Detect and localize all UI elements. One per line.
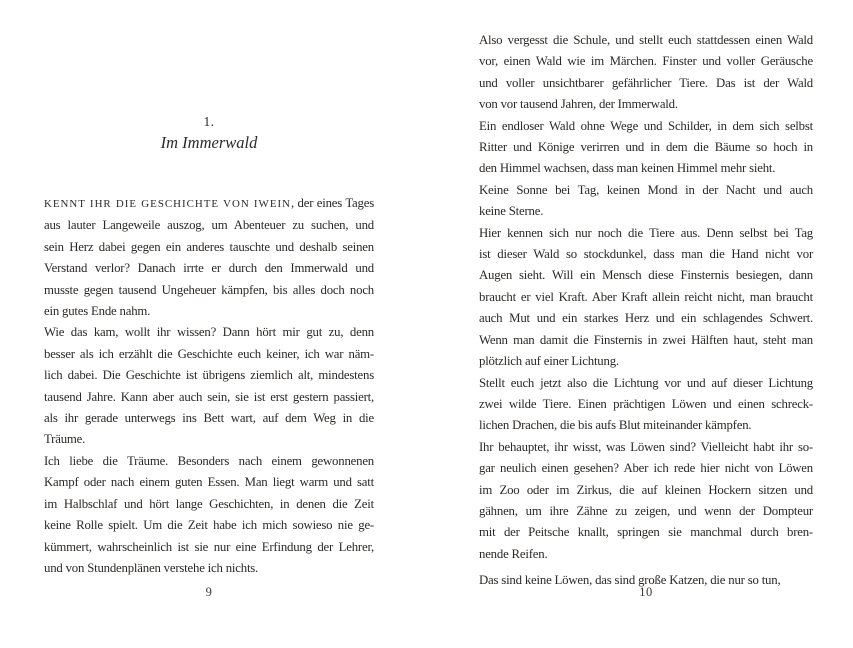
paragraph	[479, 373, 813, 437]
text-line: Ein endloser Wald ohne Wege und Schilder, in dem sich selbst	[479, 118, 813, 133]
text-line: Ritter und Könige verirren und in dem die Bäume so hoch in	[479, 140, 813, 155]
text-line: den Himmel wachsen, dass man keinen Himmel mehr sieht.	[479, 161, 776, 176]
right-page-text	[479, 30, 813, 592]
text-line: nende Reifen.	[479, 546, 548, 561]
text-line: von vor tausend Jahren, der Immerwald.	[479, 97, 678, 112]
paragraph	[479, 180, 813, 223]
text-line: zwei wilde Tiere. Einen prächtigen Löwen und einen schreck-	[479, 396, 813, 411]
text-line: Also vergesst die Schule, und stellt euch stattdessen einen Wald	[479, 33, 813, 47]
text-line: Kampf oder nach einem guten Essen. Man liegt warm und satt	[44, 475, 374, 490]
text-line: ist dieser Wald so stockdunkel, dass man die Hand nicht vor	[479, 247, 813, 262]
right-page-number: 10	[639, 585, 653, 599]
text-line: sein Herz dabei gegen ein anderes tauschte und deshalb seinen	[44, 239, 374, 254]
paragraph	[44, 451, 374, 579]
paragraph	[479, 116, 813, 180]
text-line: tausend Jahre. Kann aber auch sein, sie ist erst gestern passiert,	[44, 389, 374, 404]
text-line: musste gegen tausend Ungeheuer kämpfen, bis alles doch noch	[44, 282, 374, 297]
text-line: im Zoo oder im Zirkus, die auf kleinen Hockern sitzen und	[479, 482, 813, 497]
text-line: gähnen, um ihre Zähne zu zeigen, und wenn der Dompteur	[479, 503, 813, 518]
text-line: plötzlich auf einer Lichtung.	[479, 354, 619, 369]
text-line: vor, einen Wald wie im Märchen. Finster und voller Geräusche	[479, 54, 813, 69]
paragraph	[479, 30, 813, 116]
text-line: braucht er viel Kraft. Aber Kraft allein reicht nicht, man braucht	[479, 289, 813, 304]
text-line: gar neulich einen gesehen? Aber ich rede hier nicht von Löwen	[479, 461, 813, 476]
text-line: Träume.	[44, 432, 86, 447]
left-page-text	[44, 193, 374, 579]
text-line: kümmert, wahrscheinlich ist sie nur eine Erfindung der Lehrer,	[44, 539, 374, 554]
left-page	[44, 0, 374, 648]
chapter-number: 1.	[203, 114, 215, 129]
text-line: Ihr behauptet, ihr wisst, was Löwen sind? Vielleicht habt ihr so-	[479, 439, 813, 454]
text-line: lich dabei. Die Geschichte ist übrigens ziemlich alt, mindestens	[44, 368, 374, 383]
text-line: Stellt euch jetzt also die Lichtung vor und auf dieser Lichtung	[479, 375, 813, 390]
text-line: im Halbschlaf und hört lange Geschichten, in denen die Zeit	[44, 496, 374, 511]
text-line: besser als ich erzählt die Geschichte euch keiner, ich war näm-	[44, 346, 374, 361]
left-page-number: 9	[205, 585, 213, 599]
paragraph	[479, 223, 813, 373]
text-line: Wenn man damit die Finsternis in zwei Hälften haut, steht man	[479, 332, 813, 347]
text-line: mit der Peitsche knallt, springen sie manchmal durch bren-	[479, 525, 813, 540]
text-line: auch Mut und ein starkes Herz und ein schlagendes Schwert.	[479, 311, 813, 326]
text-line: KENNT IHR DIE GESCHICHTE VON IWEIN, der eines Tages	[44, 196, 374, 210]
text-line: Das sind keine Löwen, das sind große Katzen, die nur so tun,	[479, 573, 781, 588]
chapter-heading	[44, 114, 374, 153]
text-line: keine Sterne.	[479, 204, 544, 219]
text-line: als ihr gerade unterwegs ins Bett wart, auf dem Weg in die	[44, 411, 374, 426]
text-line: Ich liebe die Träume. Besonders nach einem gewonnenen	[44, 453, 374, 468]
text-line: aus lauter Langeweile auszog, um Abenteuer zu suchen, und	[44, 218, 374, 233]
lead-caps-text: KENNT IHR DIE GESCHICHTE VON IWEIN	[44, 198, 291, 210]
paragraph	[44, 193, 374, 322]
text-line: ein gutes Ende nahm.	[44, 304, 151, 319]
text-line: Augen sieht. Will ein Mensch diese Finsternis besiegen, dann	[479, 268, 813, 283]
text-line: Keine Sonne bei Tag, keinen Mond in der Nacht und auch	[479, 182, 813, 197]
paragraph	[479, 437, 813, 565]
text-line: Verstand verlor? Danach irrte er durch den Immerwald und	[44, 261, 374, 276]
chapter-title: Im Immerwald	[160, 133, 258, 152]
paragraph	[44, 322, 374, 450]
text-line: lichen Drachen, die bis aufs Blut miteinander kämpfen.	[479, 418, 752, 433]
right-page	[479, 0, 813, 648]
text-line: Hier kennen sich nur noch die Tiere aus. Denn selbst bei Tag	[479, 225, 813, 240]
text-line: und von Stundenplänen verstehe ich nichts.	[44, 560, 259, 575]
text-line: keine Rolle spielt. Um die Zeit habe ich mich sowieso nie ge-	[44, 518, 374, 533]
text-line: Wie das kam, wollt ihr wissen? Dann hört mir gut zu, denn	[44, 325, 374, 340]
text-line: und voller unsichtbarer gefährlicher Tiere. Das ist der Wald	[479, 75, 813, 90]
